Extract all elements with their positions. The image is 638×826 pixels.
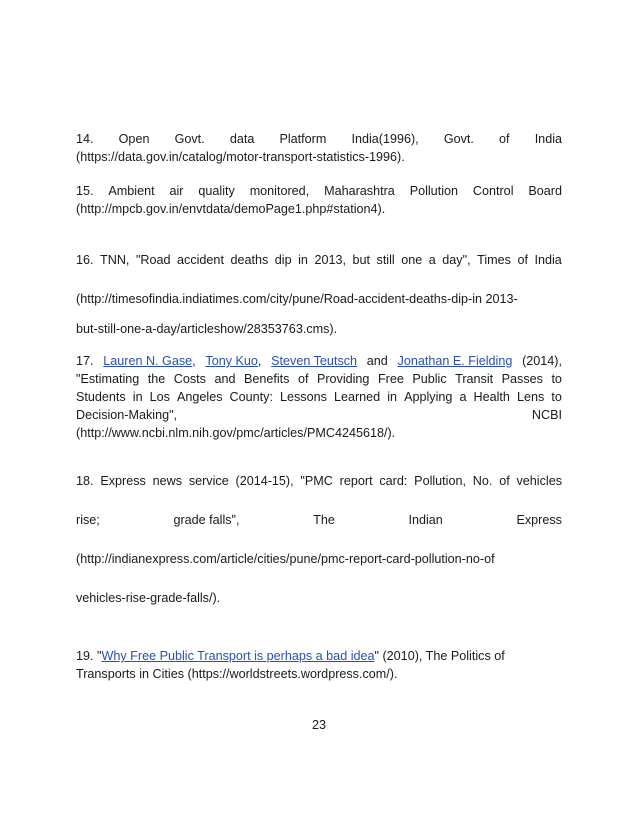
author-link-fielding[interactable]: Jonathan E. Fielding [397, 354, 513, 368]
ref-16-line-3: but-still-one-a-day/articleshow/28353763.cms). [76, 322, 338, 336]
ref-18-line-2: rise; grade falls", The Indian Express [76, 513, 562, 527]
author-link-teutsch[interactable]: Steven Teutsch [271, 354, 358, 368]
ref-15-line-1: 15. Ambient air quality monitored, Maharashtra Pollution Control Board [76, 184, 562, 198]
ref-18-line-1: 18. Express news service (2014-15), "PMC report card: Pollution, No. of vehicles [76, 474, 562, 488]
ref-18-line-4: vehicles-rise-grade-falls/). [76, 591, 221, 605]
ref-18-line-3: (http://indianexpress.com/article/cities/pune/pmc-report-card-pollution-no-of [76, 552, 495, 566]
ref-19-line-1: 19. "Why Free Public Transport is perhaps a bad idea" (2010), The Politics of [76, 649, 505, 663]
ref-14-line-2: (https://data.gov.in/catalog/motor-transport-statistics-1996). [76, 150, 405, 164]
ref-19-line-2: Transports in Cities (https://worldstreets.wordpress.com/). [76, 667, 398, 681]
ref-17-line-3: Students in Los Angeles County: Lessons Learned in Applying a Health Lens to [76, 390, 562, 404]
page-number: 23 [311, 718, 326, 732]
ref-14-line-1: 14. Open Govt. data Platform India(1996), Govt. of India [76, 132, 562, 146]
ref-17-line-4: Decision-Making", NCBI [76, 408, 562, 422]
ref-17-line-1: 17. Lauren N. Gase, Tony Kuo, Steven Teutsch and Jonathan E. Fielding (2014), [76, 354, 562, 368]
ref-16-line-1: 16. TNN, "Road accident deaths dip in 2013, but still one a day", Times of India [76, 253, 562, 267]
ref-15-line-2: (http://mpcb.gov.in/envtdata/demoPage1.php#station4). [76, 202, 386, 216]
author-link-kuo[interactable]: Tony Kuo [205, 354, 258, 368]
ref-17-line-5: (http://www.ncbi.nlm.nih.gov/pmc/articles/PMC4245618/). [76, 426, 396, 440]
ref-16-line-2: (http://timesofindia.indiatimes.com/city/pune/Road-accident-deaths-dip-in 2013- [76, 292, 518, 306]
article-link-free-public-transport[interactable]: Why Free Public Transport is perhaps a bad idea [101, 649, 375, 663]
ref-17-line-2: "Estimating the Costs and Benefits of Providing Free Public Transit Passes to [76, 372, 562, 386]
author-link-gase[interactable]: Lauren N. Gase [103, 354, 193, 368]
